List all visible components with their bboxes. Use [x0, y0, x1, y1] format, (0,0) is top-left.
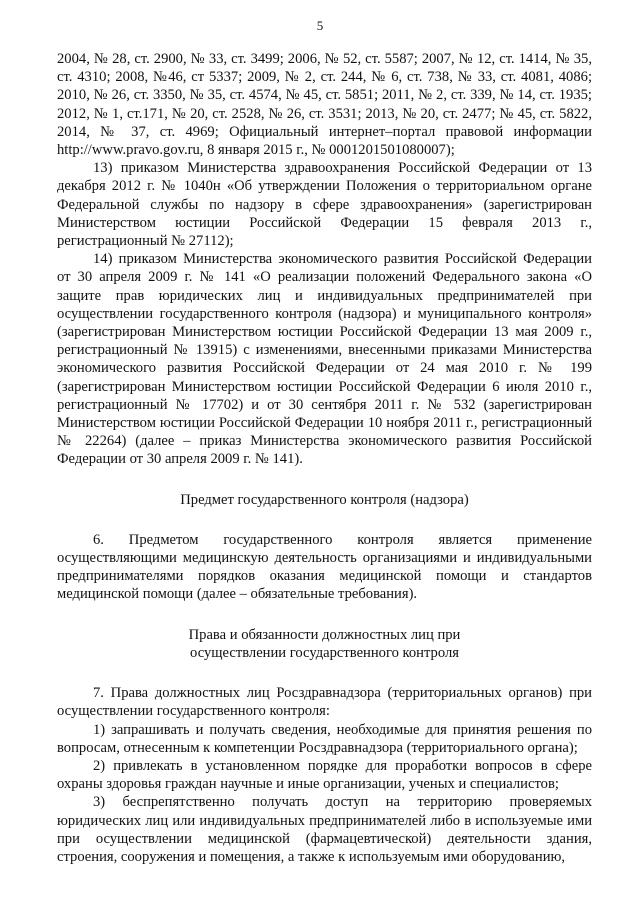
paragraph-item-7: 7. Права должностных лиц Росздравнадзора (территориальных органов) при осуществлении государственного контроля: [57, 685, 592, 720]
section-heading-rights-line-2: осуществлении государственного контроля [190, 644, 459, 661]
document-body [57, 50, 592, 866]
paragraph-item-7-2: 2) привлекать в установленном порядке для проработки вопросов в сфере охраны здоровья граждан научные и иные организации, ученых и специалистов; [57, 757, 592, 793]
paragraph-item-13: 13) приказом Министерства здравоохранения Российской Федерации от 13 декабря 2012 г. № 1040н «Об утверждении Положения о территориальном органе Федеральной службы по надзору в сфере здравоохранения» (зарегистрирован Министерством юстиции Российской Федерации 15 февраля 2013 г., регистрационный № 27112); [57, 160, 592, 250]
section-heading-rights-line-1: Права и обязанности должностных лиц при [188, 626, 461, 643]
paragraph-continuation: 2004, № 28, ст. 2900, № 33, ст. 3499; 2006, № 52, ст. 5587; 2007, № 12, ст. 1414, № 35, ст. 4310; 2008, №46, ст 5337; 2009, № 2, ст. 244, № 6, ст. 738, № 33, ст. 4081, 4086; 2010, № 26, ст. 3350, № 35, ст. 4574, № 45, ст. 5851; 2011, № 2, ст. 339, № 14, ст. 1935; 2012, № 1, ст.171, № 20, ст. 2528, № 26, ст. 3531; 2013, № 20, ст. 2477; № 45, ст. 5822, 2014, № 37, ст. 4969; Официальный интернет–портал правовой информации http://www.pravo.gov.ru, 8 января 2015 г., № 0001201501080007); [57, 51, 592, 159]
paragraph-item-14: 14) приказом Министерства экономического развития Российской Федерации от 30 апреля 2009 г. № 141 «О реализации положений Федерального закона «О защите прав юридических лиц и индивидуальных предпринимателей при осуществлении государственного контроля (надзора) и муниципального контроля» (зарегистрирован Министерством юстиции Российской Федерации 13 мая 2009 г., регистрационный № 13915) с изменениями, внесенными приказами Министерства экономического развития Российской Федерации от 24 мая 2010 г. № 199 (зарегистрирован Министерством юстиции Российской Федерации 6 июля 2010 г., регистрационный № 17702) и от 30 сентября 2011 г. № 532 (зарегистрирован Министерством юстиции Российской Федерации 10 ноября 2011 г., регистрационный № 22264) (далее – приказ Министерства экономического развития Российской Федерации от 30 апреля 2009 г. № 141). [57, 251, 592, 468]
paragraph-item-7-1: 1) запрашивать и получать сведения, необходимые для принятия решения по вопросам, отнесенным к компетенции Росздравнадзора (территориального органа); [57, 721, 592, 756]
spacer [57, 469, 592, 491]
paragraph-item-7-3: 3) беспрепятственно получать доступ на территорию проверяемых юридических лиц или индивидуальных предпринимателей либо в используемые ими при осуществлении медицинской (фармацевтической) деятельности здания, строения, сооружения и помещения, а также к используемым ими оборудованию, [57, 794, 592, 865]
paragraph-item-6: 6. Предметом государственного контроля является применение осуществляющими медицинскую деятельность организациями и индивидуальными предпринимателями порядков оказания медицинской помощи и стандартов медицинской помощи (далее – обязательные требования). [57, 531, 592, 603]
spacer [57, 604, 592, 626]
page-number: 5 [316, 18, 324, 33]
spacer [57, 509, 592, 531]
spacer [57, 662, 592, 684]
section-heading-subject: Предмет государственного контроля (надзора) [180, 491, 469, 508]
